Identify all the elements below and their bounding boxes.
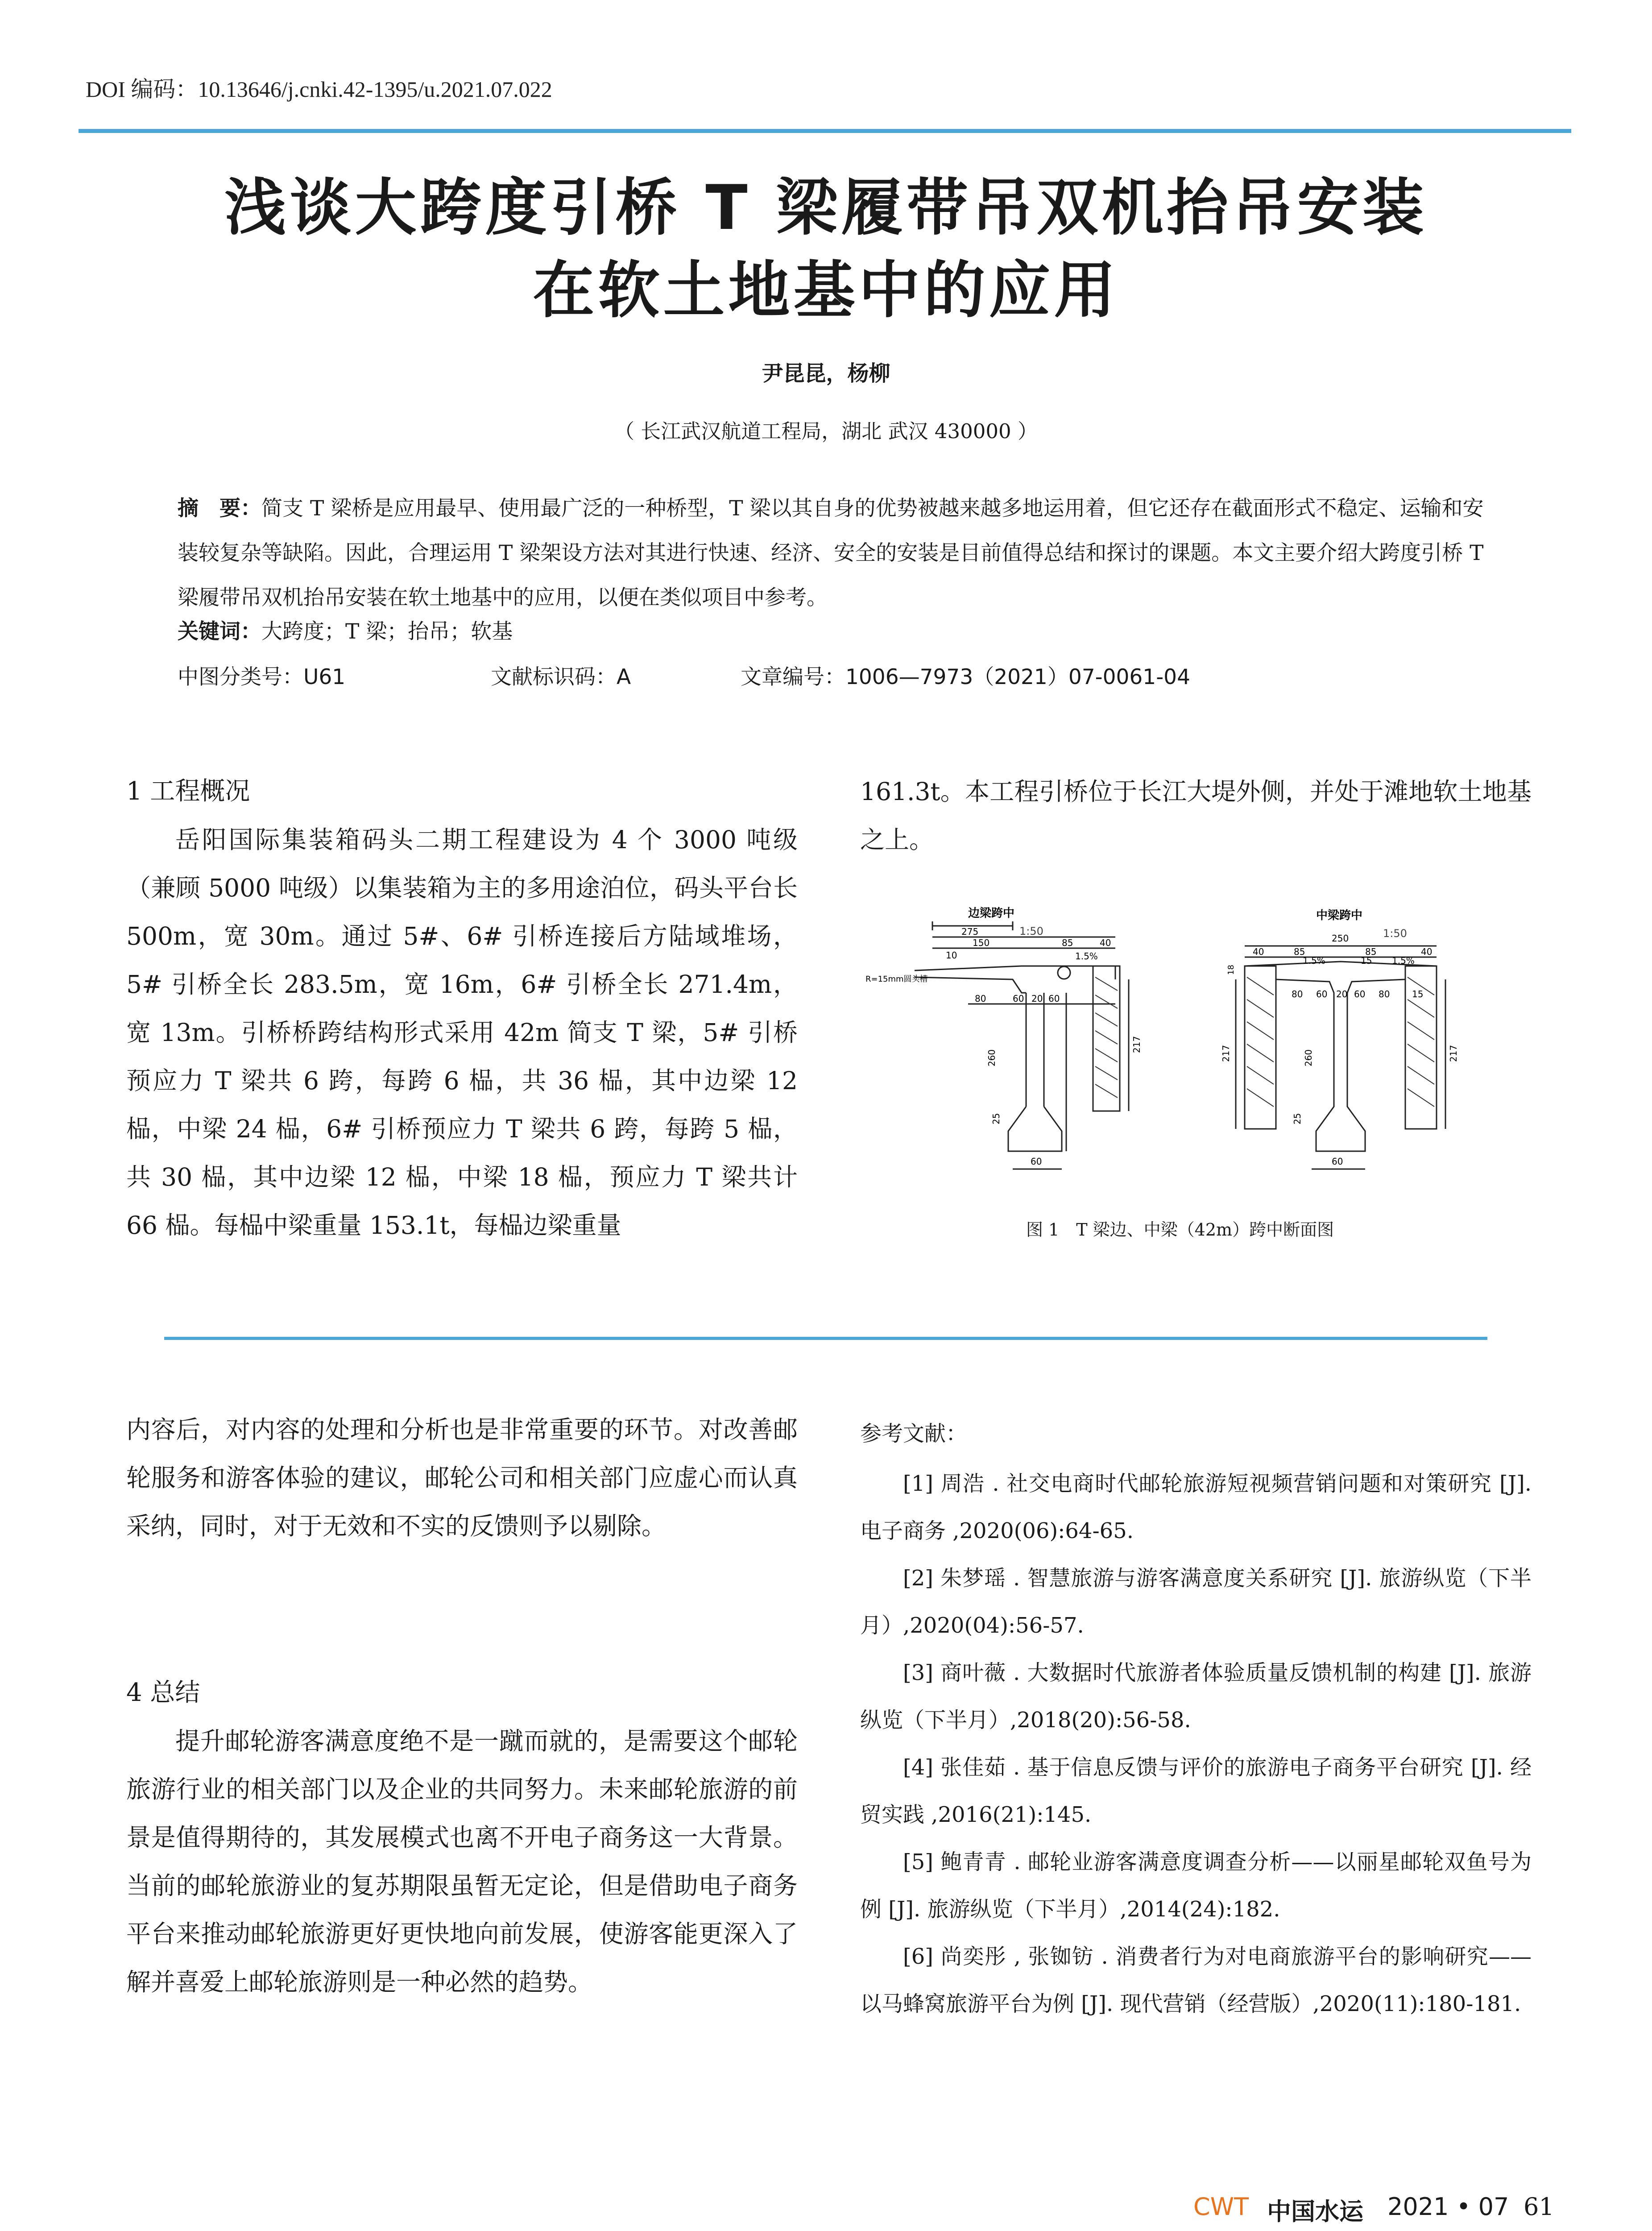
footer-journal: 中国水运 [1267,2197,1363,2226]
fig-right-dim-18: 18 [1226,965,1236,975]
continuation-text: 内容后，对内容的处理和分析也是非常重要的环节。对改善邮轮服务和游客体验的建议，邮轮公司和相关部门应虚心而认真采纳，同时，对于无效和不实的反馈则予以剔除。 [126,1415,798,1540]
fig-left-dim-275: 275 [961,926,979,937]
section-1-body: 岳阳国际集装箱码头二期工程建设为 4 个 3000 吨级（兼顾 5000 吨级）以集装箱为主的多用途泊位，码头平台长 500m，宽 30m。通过 5#、6# 引桥连接后方陆域堆场，5# 引桥全长 283.5m，宽 16m，6# 引桥全长 271.4m，宽 13m。引桥桥跨结构形式采用 42m 简支 T 梁，5# 引桥预应力 T 梁共 6 跨，每跨 6 榀，共 36 榀，其中边梁 12 榀，中梁 24 榀，6# 引桥预应力 T 梁共 6 跨，每跨 5 榀，共 30 榀，其中边梁 12 榀，中梁 18 榀，预应力 T 梁共计 66 榀。每榀中梁重量 153.1t，每榀边梁重量 [126,825,798,1240]
affiliation: （ 长江武汉航道工程局，湖北 武汉 430000 ） [614,419,1038,443]
fig-left-slope: 1.5% [1075,951,1098,962]
fig-left-dim-60a: 60 [1013,993,1024,1004]
section-1-heading: 1 工程概况 [126,777,250,806]
fig-right-slope-a: 1.5% [1303,955,1325,966]
section-1-body-cont: 161.3t。本工程引桥位于长江大堤外侧，并处于滩地软土地基之上。 [860,777,1532,854]
fig-left-dim-25: 25 [991,1113,1002,1124]
fig-left-note: R=15mm圆头槽 [865,975,928,984]
title-line-2: 在软土地基中的应用 [533,254,1119,326]
fig-right-dim-80a: 80 [1292,989,1303,999]
section-divider [164,1337,1487,1340]
reference-6: [6] 尚奕彤 , 张铷钫 . 消费者行为对电商旅游平台的影响研究——以马蜂窝旅游平台为例 [J]. 现代营销（经营版）,2020(11):180-181. [860,1944,1532,2016]
authors: 尹昆昆，杨柳 [762,361,890,386]
fig-right-dim-15b: 15 [1412,989,1424,999]
fig-right-dim-20: 20 [1336,989,1348,999]
fig-left-dim-80: 80 [975,993,986,1004]
references-heading: 参考文献： [860,1421,968,1446]
page-number: 61 [1524,2193,1554,2221]
figure-t-beam-sections [865,875,1499,1187]
fig-left-dim-20: 20 [1031,993,1043,1004]
reference-4: [4] 张佳茹 . 基于信息反馈与评价的旅游电子商务平台研究 [J]. 经贸实践 ,2016(21):145. [860,1755,1532,1827]
reference-5: [5] 鲍青青 . 邮轮业游客满意度调查分析——以丽星邮轮双鱼号为例 [J]. 旅游纵览（下半月）,2014(24):182. [860,1849,1532,1922]
fig-right-dim-217b: 217 [1448,1045,1459,1062]
fig-right-dim-60b: 60 [1354,989,1366,999]
section-1 [126,767,798,1249]
footer-brand: CWT [1193,2193,1249,2221]
fig-right-dim-217a: 217 [1221,1045,1231,1062]
fig-right-dim-85b: 85 [1365,946,1377,957]
document-code: 文献标识码：A [491,665,631,689]
clc-number: 中图分类号：U61 [178,665,346,689]
keywords-label: 关键词： [178,619,261,644]
fig-right-scale: 1:50 [1383,927,1407,940]
reference-2: [2] 朱梦瑶 . 智慧旅游与游客满意度关系研究 [J]. 旅游纵览（下半月）,2020(04):56-57. [860,1566,1532,1638]
keywords [178,615,513,645]
section-1-continued [860,767,1532,864]
continuation [126,1406,798,1550]
figure-caption: 图 1 T 梁边、中梁（42m）跨中断面图 [1026,1220,1334,1240]
fig-right-dim-40a: 40 [1253,946,1264,957]
fig-right-title: 中梁跨中 [1316,909,1363,922]
footer-issue: 2021 • 07 [1387,2193,1509,2221]
article-number: 文章编号：1006—7973（2021）07-0061-04 [741,665,1190,689]
fig-right-dim-80b: 80 [1379,989,1390,999]
doi: DOI 编码：10.13646/j.cnki.42-1395/u.2021.07.022 [86,77,552,102]
section-4-body: 提升邮轮游客满意度绝不是一蹴而就的，是需要这个邮轮旅游行业的相关部门以及企业的共同努力。未来邮轮旅游的前景是值得期待的，其发展模式也离不开电子商务这一大背景。当前的邮轮旅游业的复苏期限虽暂无定论，但是借助电子商务平台来推动邮轮旅游更好更快地向前发展，使游客能更深入了解并喜爱上邮轮旅游则是一种必然的趋势。 [126,1727,798,1996]
fig-left-dim-40: 40 [1100,937,1111,948]
section-4-heading: 4 总结 [126,1678,200,1707]
title-line-1: 浅谈大跨度引桥 T 梁履带吊双机抬吊安装 [224,172,1428,244]
fig-left-dim-60b: 60 [1048,993,1060,1004]
fig-left-dim-60c: 60 [1031,1156,1042,1167]
section-4 [126,1669,798,2006]
abstract [178,486,1489,620]
fig-left-dim-150: 150 [973,937,990,948]
fig-right-dim-85a: 85 [1294,946,1305,957]
fig-right-dim-60a: 60 [1316,989,1328,999]
fig-left-dim-260: 260 [986,1049,997,1066]
reference-1: [1] 周浩 . 社交电商时代邮轮旅游短视频营销问题和对策研究 [J]. 电子商务 ,2020(06):64-65. [860,1471,1532,1543]
abstract-text: 简支 T 梁桥是应用最早、使用最广泛的一种桥型，T 梁以其自身的优势被越来越多地运用着，但它还存在截面形式不稳定、运输和安装较复杂等缺陷。因此，合理运用 T 梁架设方法对其进行快速、经济、安全的安装是目前值得总结和探讨的课题。本文主要介绍大跨度引桥 T 梁履带吊双机抬吊安装在软土地基中的应用，以便在类似项目中参考。 [178,496,1484,610]
fig-right-dim-260: 260 [1303,1049,1314,1066]
fig-left-dim-85: 85 [1062,937,1073,948]
fig-left-dim-10: 10 [946,950,957,961]
abstract-label: 摘 要： [178,496,261,521]
reference-3: [3] 商叶薇 . 大数据时代旅游者体验质量反馈机制的构建 [J]. 旅游纵览（下半月）,2018(20):56-58. [860,1660,1532,1733]
fig-left-title: 边梁跨中 [968,907,1015,920]
fig-right-dim-60c: 60 [1332,1156,1343,1167]
fig-right-dim-25: 25 [1292,1113,1303,1124]
fig-right-slope-b: 1.5% [1392,955,1415,966]
fig-left-dim-217: 217 [1131,1036,1142,1053]
fig-right-dim-250: 250 [1332,933,1349,944]
references [860,1410,1532,2028]
keywords-text: 大跨度；T 梁；抬吊；软基 [261,619,513,644]
fig-left-scale: 1:50 [1019,925,1043,937]
fig-right-dim-40b: 40 [1421,946,1433,957]
fig-right-dim-15a: 15 [1361,955,1372,966]
header-rule [79,129,1571,133]
